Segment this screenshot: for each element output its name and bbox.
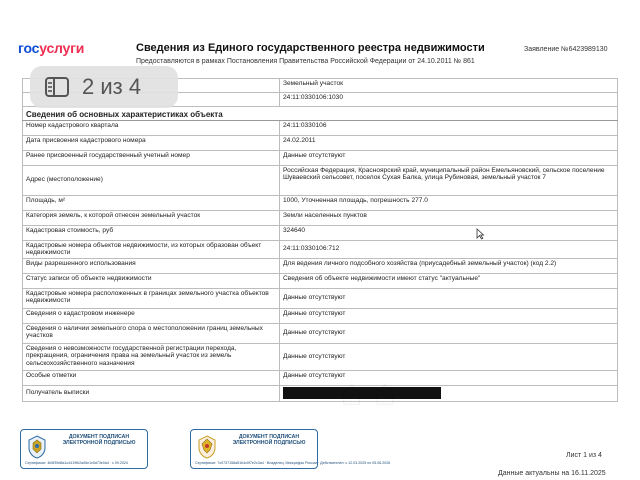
document-subtitle: Предоставляются в рамках Постановления Правительства Российской Федерации от 24.10.2011 № 861 — [136, 58, 475, 65]
data-actual-date: Данные актуальны на 16.11.2025 — [498, 470, 606, 477]
row-label: Получатель выписки — [23, 385, 280, 401]
row-value: 24:11:0330106 — [280, 120, 618, 135]
table-row — [23, 210, 618, 225]
stamp-title: ДОКУМЕНТ ПОДПИСАН ЭЛЕКТРОННОЙ ПОДПИСЬЮ — [62, 434, 136, 446]
row-label: Категория земель, к которой отнесен земельный участок — [23, 210, 280, 225]
stamp-certificate: Сертификат: 4b5f39d8a1c4419fb2a06e1c5d73e0a4 · с 09.2024 — [25, 461, 128, 465]
table-row — [23, 273, 618, 288]
row-value: Земельный участок — [280, 79, 618, 93]
row-value: Данные отсутствуют — [280, 323, 618, 343]
property-table — [22, 78, 618, 402]
row-label: Адрес (местоположение) — [23, 165, 280, 195]
row-value: 24:11:0330106:1030 — [280, 93, 618, 107]
row-value: Данные отсутствуют — [280, 288, 618, 308]
table-row — [23, 240, 618, 258]
table-row — [23, 288, 618, 308]
row-value: 324640 — [280, 225, 618, 240]
table-row — [23, 323, 618, 343]
row-label: Дата присвоения кадастрового номера — [23, 135, 280, 150]
row-label: Виды разрешенного использования — [23, 258, 280, 273]
section-header — [23, 107, 618, 121]
row-label: Кадастровые номера расположенных в границах земельного участка объектов недвижимости — [23, 288, 280, 308]
table-row — [23, 165, 618, 195]
page-indicator-label: 2 из 4 — [82, 74, 142, 99]
table-row — [23, 258, 618, 273]
table-row — [23, 120, 618, 135]
table-row — [23, 195, 618, 210]
logo-part2: услуги — [39, 40, 85, 56]
statement-number: Заявление №6423989130 — [524, 46, 608, 53]
row-value: Данные отсутствуют — [280, 150, 618, 165]
row-value: Российская Федерация, Красноярский край, муниципальный район Емельяновский, сельское поселение Шуваевский сельсовет, поселок Сухая Балка, улица Рубиновая, земельный участок 7 — [280, 165, 618, 195]
row-label: Сведения о наличии земельного спора о местоположении границ земельных участков — [23, 323, 280, 343]
signature-stamp-2 — [190, 429, 391, 469]
table-row — [23, 135, 618, 150]
row-value: Данные отсутствуют — [280, 308, 618, 323]
row-value: Земли населенных пунктов — [280, 210, 618, 225]
logo-part1: гос — [18, 40, 40, 56]
document-title: Сведения из Единого государственного реестра недвижимости — [136, 42, 485, 54]
row-value: Для ведения личного подсобного хозяйства (приусадебный земельный участок) (код 2.2) — [280, 258, 618, 273]
stamp-title: ДОКУМЕНТ ПОДПИСАН ЭЛЕКТРОННОЙ ПОДПИСЬЮ — [232, 434, 306, 446]
row-value: 24.02.2011 — [280, 135, 618, 150]
row-label: Кадастровая стоимость, руб — [23, 225, 280, 240]
row-label: Сведения о невозможности государственной регистрации перехода, прекращения, ограничения права на земельный участок из земель сельскохозяйственного назначения — [23, 343, 280, 370]
emblem-icon — [195, 434, 219, 460]
pages-icon — [44, 76, 70, 98]
row-label: Сведения о кадастровом инженере — [23, 308, 280, 323]
table-row — [23, 150, 618, 165]
row-value: Данные отсутствуют — [280, 343, 618, 370]
table-row — [23, 308, 618, 323]
sheet-number: Лист 1 из 4 — [566, 452, 602, 459]
watermark — [340, 372, 570, 412]
mouse-cursor-icon — [476, 228, 484, 240]
row-label: Ранее присвоенный государственный учетный номер — [23, 150, 280, 165]
row-label: Статус записи об объекте недвижимости — [23, 273, 280, 288]
signature-stamp-1 — [20, 429, 148, 469]
row-value: 1000, Уточненная площадь, погрешность 277.0 — [280, 195, 618, 210]
row-label: Особые отметки — [23, 370, 280, 385]
row-value: Сведения об объекте недвижимости имеют статус "актуальные" — [280, 273, 618, 288]
table-row — [23, 343, 618, 370]
gosuslugi-logo — [18, 40, 84, 56]
row-value: 24:11:0330106:712 — [280, 240, 618, 258]
emblem-icon — [25, 434, 49, 460]
page-indicator[interactable] — [30, 66, 178, 108]
row-label: Кадастровые номера объектов недвижимости, из которых образован объект недвижимости — [23, 240, 280, 258]
row-label: Номер кадастрового квартала — [23, 120, 280, 135]
section-title: Сведения об основных характеристиках объекта — [23, 107, 618, 121]
stamp-certificate: Сертификат: 7c0737158a51b4c0f7e2c3a4 · Владелец: Минцифры России · Действителен: с 12.03.2025 по 05.06.2026 — [195, 461, 391, 465]
row-value: Данные отсутствуют — [280, 370, 618, 385]
row-label: Площадь, м² — [23, 195, 280, 210]
table-row — [23, 225, 618, 240]
